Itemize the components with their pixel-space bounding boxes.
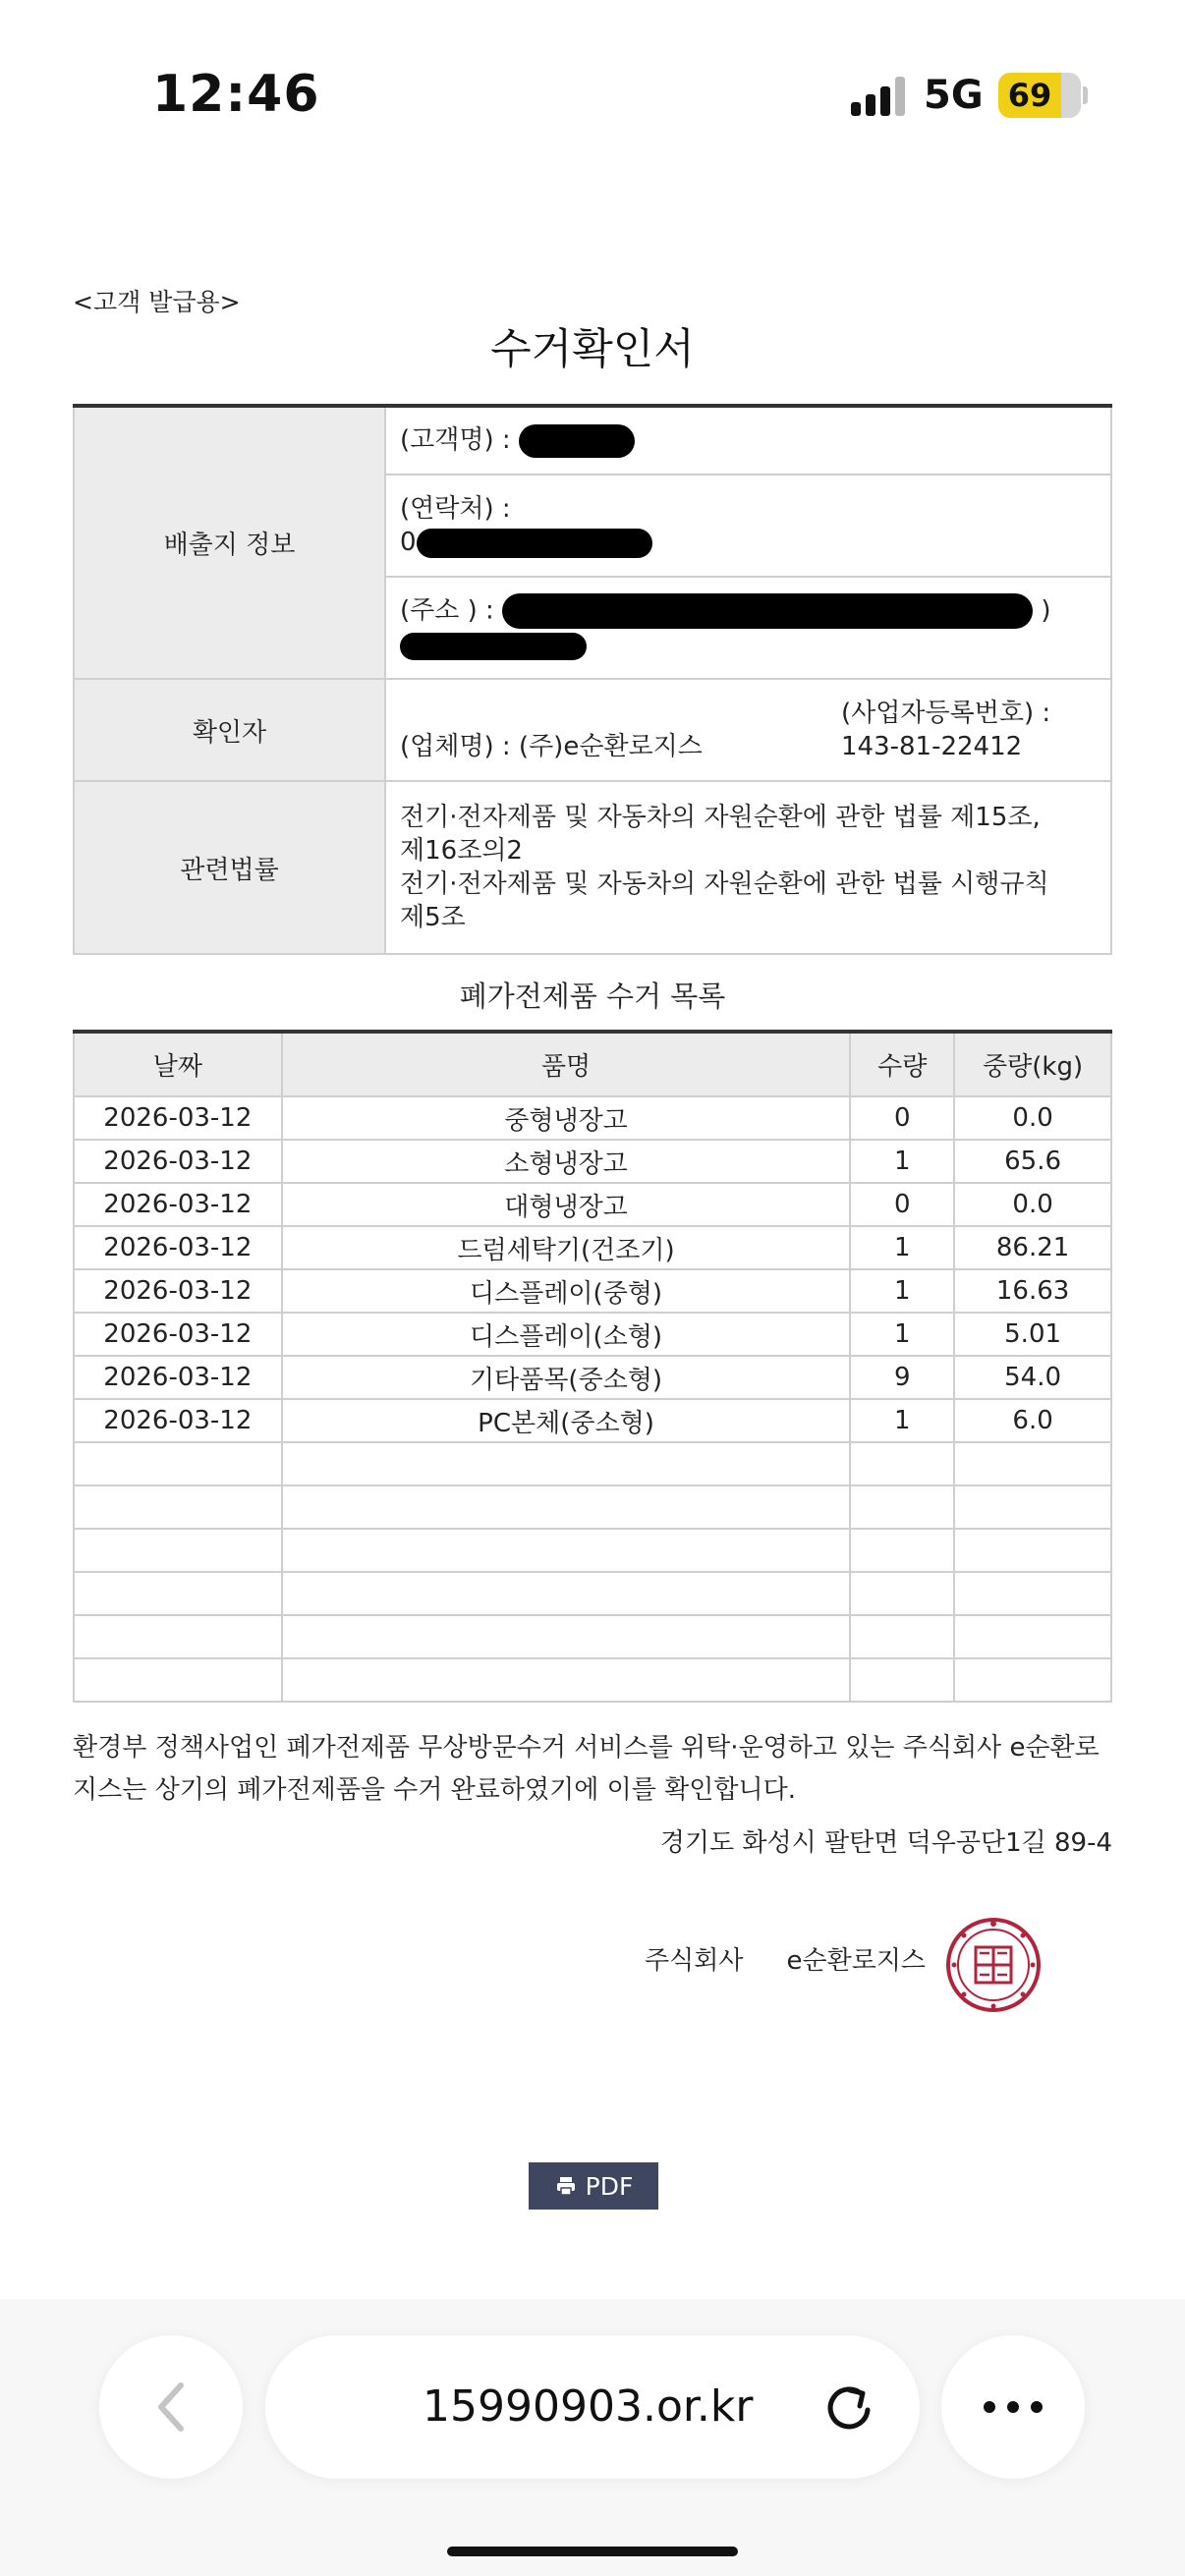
row-date: 2026-03-12 <box>74 1140 282 1183</box>
contact-label: (연락처) : <box>400 494 511 524</box>
company-prefix: 주식회사 <box>645 1946 744 1976</box>
row-date: 2026-03-12 <box>74 1399 282 1442</box>
empty-row <box>74 1572 1111 1615</box>
row-qty: 1 <box>850 1313 954 1356</box>
redacted-customer-name <box>519 424 635 458</box>
table-row <box>74 1096 1111 1140</box>
row-date: 2026-03-12 <box>74 1226 282 1269</box>
pdf-button-label: PDF <box>585 2171 634 2201</box>
empty-row <box>74 1442 1111 1485</box>
address-cell <box>385 577 1111 679</box>
customer-name-cell <box>385 406 1111 475</box>
customer-name-label: (고객명) : <box>400 425 511 456</box>
law-line-1: 전기·전자제품 및 자동차의 자원순환에 관한 법률 제15조, <box>400 803 1041 832</box>
business-reg-label: (사업자등록번호) : <box>841 699 1051 728</box>
redacted-address-line2 <box>400 633 587 660</box>
row-weight: 5.01 <box>954 1313 1111 1356</box>
row-item: 드럼세탁기(건조기) <box>282 1226 851 1269</box>
column-header-date: 날짜 <box>74 1032 282 1096</box>
address-label: (주소 ) : <box>400 595 494 626</box>
empty-row <box>74 1615 1111 1658</box>
url-text: 15990903.or.kr <box>423 2381 754 2432</box>
battery-icon <box>998 73 1081 118</box>
row-qty: 1 <box>850 1269 954 1313</box>
company-seal-icon <box>944 1916 1043 2014</box>
network-type: 5G <box>924 73 984 118</box>
status-bar <box>0 0 1185 187</box>
address-suffix: ) <box>1041 595 1051 626</box>
empty-row <box>74 1529 1111 1572</box>
reload-icon[interactable] <box>822 2382 875 2436</box>
row-item: 기타품목(중소형) <box>282 1356 851 1399</box>
row-qty: 1 <box>850 1226 954 1269</box>
row-date: 2026-03-12 <box>74 1356 282 1399</box>
related-law-cell <box>385 781 1111 954</box>
copy-label: <고객 발급용> <box>73 288 241 316</box>
collection-list-title: 폐가전제품 수거 목록 <box>459 980 726 1013</box>
row-weight: 65.6 <box>954 1140 1111 1183</box>
confirmer-cell <box>385 679 1111 781</box>
confirmer-header: 확인자 <box>74 679 385 781</box>
row-qty: 1 <box>850 1399 954 1442</box>
battery-level: 69 <box>1007 77 1052 114</box>
empty-row <box>74 1658 1111 1702</box>
row-item: PC본체(중소형) <box>282 1399 851 1442</box>
row-date: 2026-03-12 <box>74 1313 282 1356</box>
row-weight: 54.0 <box>954 1356 1111 1399</box>
row-weight: 0.0 <box>954 1183 1111 1226</box>
more-options-button[interactable] <box>941 2335 1085 2479</box>
table-row <box>74 1140 1111 1183</box>
row-item: 디스플레이(소형) <box>282 1313 851 1356</box>
row-qty: 1 <box>850 1140 954 1183</box>
table-row <box>74 1269 1111 1313</box>
address-bar[interactable] <box>265 2335 920 2479</box>
column-header-qty: 수량 <box>850 1032 954 1096</box>
redacted-contact <box>417 529 652 558</box>
row-item: 대형냉장고 <box>282 1183 851 1226</box>
cellular-signal-icon <box>851 77 906 116</box>
row-weight: 16.63 <box>954 1269 1111 1313</box>
document-title: 수거확인서 <box>490 325 695 374</box>
row-weight: 0.0 <box>954 1096 1111 1140</box>
confirmation-statement: 환경부 정책사업인 폐가전제품 무상방문수거 서비스를 위탁·운영하고 있는 주식회사 e순환로지스는 상기의 폐가전제품을 수거 완료하였기에 이를 확인합니다. <box>73 1733 1100 1805</box>
law-line-2: 제16조의2 <box>400 836 523 866</box>
column-header-weight: 중량(kg) <box>954 1032 1111 1096</box>
row-date: 2026-03-12 <box>74 1269 282 1313</box>
row-weight: 6.0 <box>954 1399 1111 1442</box>
contact-cell <box>385 475 1111 577</box>
row-qty: 9 <box>850 1356 954 1399</box>
row-item: 중형냉장고 <box>282 1096 851 1140</box>
clock: 12:46 <box>152 65 320 124</box>
ellipsis-icon <box>982 2399 1044 2415</box>
info-table <box>73 404 1112 955</box>
table-row <box>74 1226 1111 1269</box>
business-reg-number: 143-81-22412 <box>841 732 1023 761</box>
row-qty: 0 <box>850 1096 954 1140</box>
company-signature <box>645 1940 926 1977</box>
chevron-left-icon <box>151 2378 191 2436</box>
table-row <box>74 1313 1111 1356</box>
back-button[interactable] <box>99 2335 243 2479</box>
redacted-address-line1 <box>502 593 1033 629</box>
contact-prefix: 0 <box>400 528 417 557</box>
table-row <box>74 1356 1111 1399</box>
company-name: e순환로지스 <box>786 1946 927 1976</box>
row-weight: 86.21 <box>954 1226 1111 1269</box>
table-row <box>74 1183 1111 1226</box>
company-name-label: (업체명) : (주)e순환로지스 <box>400 732 703 761</box>
column-header-item: 품명 <box>282 1032 851 1096</box>
battery-tip <box>1083 86 1088 104</box>
home-indicator <box>447 2547 738 2556</box>
row-date: 2026-03-12 <box>74 1096 282 1140</box>
empty-row <box>74 1485 1111 1529</box>
discharge-info-header: 배출지 정보 <box>74 406 385 679</box>
law-line-3: 전기·전자제품 및 자동차의 자원순환에 관한 법률 시행규칙 <box>400 869 1049 899</box>
row-item: 소형냉장고 <box>282 1140 851 1183</box>
row-date: 2026-03-12 <box>74 1183 282 1226</box>
printer-icon <box>554 2174 578 2198</box>
row-item: 디스플레이(중형) <box>282 1269 851 1313</box>
collection-table <box>73 1030 1112 1703</box>
law-line-4: 제5조 <box>400 903 466 932</box>
related-law-header: 관련법률 <box>74 781 385 954</box>
company-address: 경기도 화성시 팔탄면 덕우공단1길 89-4 <box>659 1828 1112 1858</box>
row-qty: 0 <box>850 1183 954 1226</box>
pdf-print-button[interactable] <box>529 2162 658 2210</box>
table-row <box>74 1399 1111 1442</box>
